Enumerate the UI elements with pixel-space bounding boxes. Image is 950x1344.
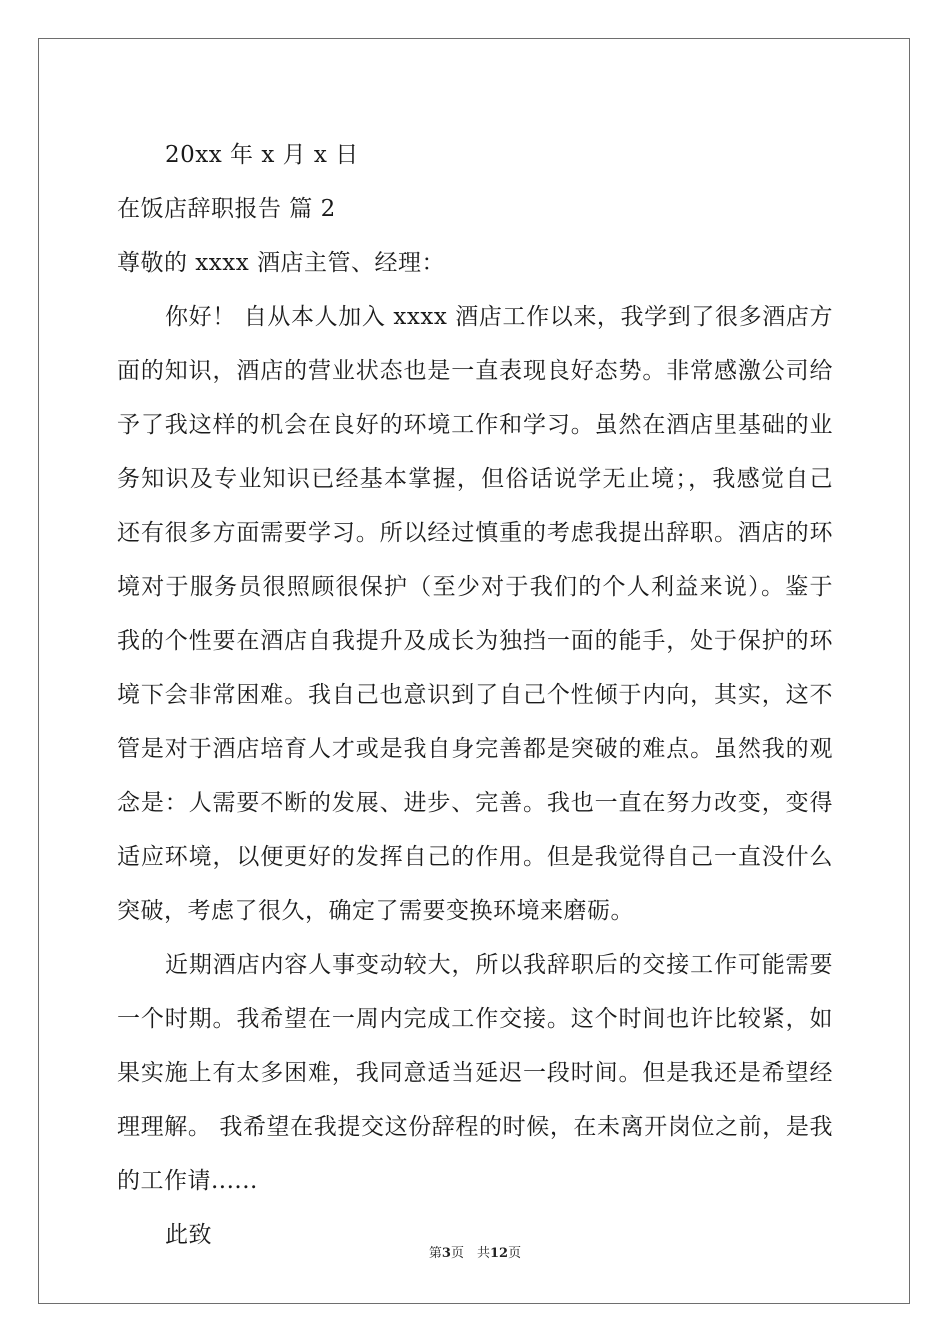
paragraph-1: 你好！ 自从本人加入 xxxx 酒店工作以来，我学到了很多酒店方面的知识，酒店的营业状态也是一直表现良好态势。非常感激公司给予了我这样的机会在良好的环境工作和学习。虽然在酒店里基础的业务知识及专业知识已经基本掌握，但俗话说学无止境；，我感觉自己还有很多方面需要学习。所以经过慎重的考虑我提出辞职。酒店的环境对于服务员很照顾很保护（至少对于我们的个人利益来说）。鉴于我的个性要在酒店自我提升及成长为独挡一面的能手，处于保护的环境下会非常困难。我自己也意识到了自己个性倾于内向，其实，这不管是对于酒店培育人才或是我自身完善都是突破的难点。虽然我的观念是：人需要不断的发展、进步、完善。我也一直在努力改变，变得适应环境，以便更好的发挥自己的作用。但是我觉得自己一直没什么突破，考虑了很久，确定了需要变换环境来磨砺。 [117,304,833,924]
section-title: 在饭店辞职报告 篇 2 [117,196,336,222]
document-body [117,128,833,1262]
page-total: 12 [489,1246,509,1261]
page-prefix: 第 [428,1246,442,1261]
salutation: 尊敬的 xxxx 酒店主管、经理： [117,250,446,276]
page-current: 3 [441,1246,451,1261]
date-line: 20xx 年 x 月 x 日 [165,142,359,168]
page-suffix: 页 [508,1246,522,1261]
page-footer [0,1245,950,1263]
page-mid: 页 共 [450,1246,490,1261]
closing: 此致 [165,1222,212,1248]
paragraph-2: 近期酒店内容人事变动较大，所以我辞职后的交接工作可能需要一个时期。我希望在一周内完成工作交接。这个时间也许比较紧，如果实施上有太多困难，我同意适当延迟一段时间。但是我还是希望经理理解。 我希望在我提交这份辞程的时候，在未离开岗位之前，是我的工作请...... [117,952,833,1194]
